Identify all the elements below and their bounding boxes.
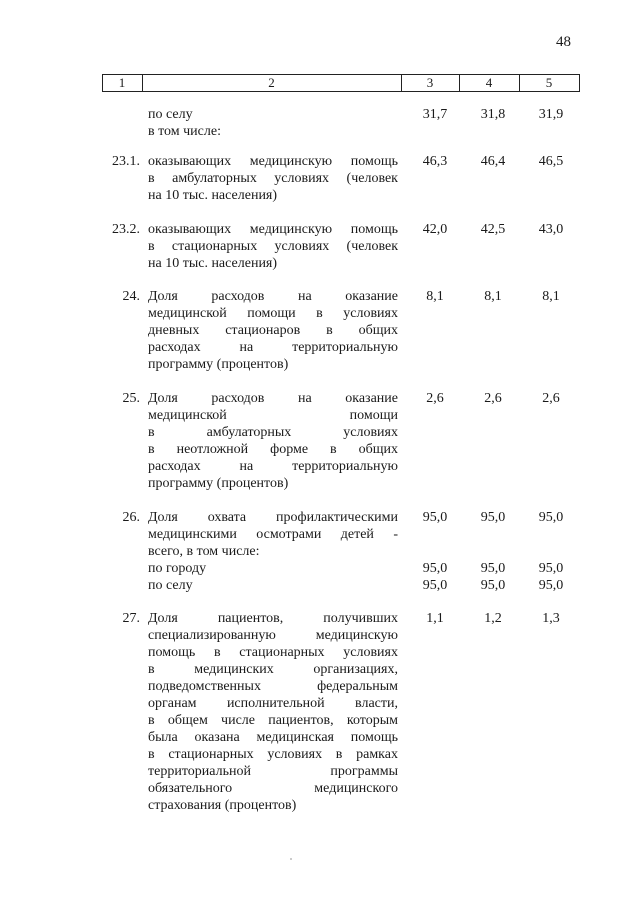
value-cell-3: 31,7 [422, 107, 448, 122]
indicator-line: по селу [148, 578, 193, 593]
value-cell-4: 42,5 [480, 222, 506, 237]
value-cell-5: 31,9 [538, 107, 564, 122]
indicator-line: в амбулаторных условиях [148, 425, 398, 440]
indicator-line: медицинской помощи [148, 408, 398, 423]
indicator-text [148, 288, 398, 373]
indicator-line: на 10 тыс. населения) [148, 188, 278, 203]
indicator-line: была оказана медицинская помощь [148, 730, 398, 745]
value-cell-4: 31,8 [480, 107, 506, 122]
indicator-line: Доля расходов на оказание [148, 289, 398, 304]
indicator-line: в общем числе пациентов, которым [148, 713, 398, 728]
value-cell-5: 2,6 [542, 391, 560, 406]
value-cell-4: 1,2 [484, 611, 502, 626]
value-cell-3: 95,0 [422, 561, 448, 576]
value-cell-3: 95,0 [422, 578, 448, 593]
indicator-line: медицинскими осмотрами детей - [148, 527, 398, 542]
indicator-line: территориальной программы [148, 764, 398, 779]
row-number: 25. [122, 391, 140, 406]
row-number: 27. [122, 611, 140, 626]
indicator-line: программу (процентов) [148, 476, 289, 491]
value-cell-3: 2,6 [426, 391, 444, 406]
value-cell-4: 95,0 [480, 510, 506, 525]
indicator-line: в медицинских организациях, [148, 662, 398, 677]
indicator-line: специализированную медицинскую [148, 628, 398, 643]
scan-mark [290, 858, 292, 860]
indicator-line: Доля охвата профилактическими [148, 510, 398, 525]
indicator-text [148, 106, 398, 140]
value-cell-3: 8,1 [426, 289, 444, 304]
indicator-line: в стационарных условиях (человек [148, 239, 398, 254]
indicator-line: на 10 тыс. населения) [148, 256, 278, 271]
indicator-line: по селу [148, 107, 193, 122]
indicator-line: помощь в стационарных условиях [148, 645, 398, 660]
indicator-line: оказывающих медицинскую помощь [148, 222, 398, 237]
value-cell-3: 46,3 [422, 154, 448, 169]
header-cell-1: 1 [118, 75, 126, 90]
indicator-text [148, 610, 398, 814]
indicator-text [148, 153, 398, 204]
value-cell-4: 2,6 [484, 391, 502, 406]
value-cell-5: 43,0 [538, 222, 564, 237]
value-cell-3: 42,0 [422, 222, 448, 237]
header-cell-2: 2 [268, 75, 275, 90]
indicator-line: обязательного медицинского [148, 781, 398, 796]
indicator-line: Доля пациентов, получивших [148, 611, 398, 626]
indicator-line: в стационарных условиях в рамках [148, 747, 398, 762]
value-cell-4: 8,1 [484, 289, 502, 304]
indicator-line: в том числе: [148, 124, 221, 139]
indicator-line: в амбулаторных условиях (человек [148, 171, 398, 186]
column-divider [579, 75, 580, 91]
value-cell-5: 95,0 [538, 578, 564, 593]
indicator-line: дневных стационаров в общих [148, 323, 398, 338]
value-cell-4: 46,4 [480, 154, 506, 169]
indicator-line: расходах на территориальную [148, 340, 398, 355]
value-cell-5: 95,0 [538, 561, 564, 576]
value-cell-5: 1,3 [542, 611, 560, 626]
value-cell-5: 46,5 [538, 154, 564, 169]
indicator-line: программу (процентов) [148, 357, 289, 372]
indicator-line: страхования (процентов) [148, 798, 297, 813]
header-cell-5: 5 [545, 75, 553, 90]
indicator-line: подведомственных федеральным [148, 679, 398, 694]
indicator-line: оказывающих медицинскую помощь [148, 154, 398, 169]
value-cell-4: 95,0 [480, 561, 506, 576]
indicator-line: органам исполнительной власти, [148, 696, 398, 711]
value-cell-4: 95,0 [480, 578, 506, 593]
header-cell-3: 3 [426, 75, 434, 90]
indicator-line: Доля расходов на оказание [148, 391, 398, 406]
value-cell-5: 95,0 [538, 510, 564, 525]
row-number: 24. [122, 289, 140, 304]
indicator-text [148, 509, 398, 594]
indicator-text [148, 221, 398, 272]
header-cell-4: 4 [485, 75, 493, 90]
indicator-line: по городу [148, 561, 207, 576]
indicator-text [148, 390, 398, 492]
value-cell-3: 1,1 [426, 611, 444, 626]
row-number: 23.2. [112, 222, 140, 237]
row-number: 26. [122, 510, 140, 525]
value-cell-3: 95,0 [422, 510, 448, 525]
page-number: 48 [556, 34, 571, 50]
value-cell-5: 8,1 [542, 289, 560, 304]
indicator-line: в неотложной форме в общих [148, 442, 398, 457]
indicator-line: расходах на территориальную [148, 459, 398, 474]
indicator-line: всего, в том числе: [148, 544, 260, 559]
indicator-line: медицинской помощи в условиях [148, 306, 398, 321]
table-header [102, 74, 580, 92]
row-number: 23.1. [112, 154, 140, 169]
